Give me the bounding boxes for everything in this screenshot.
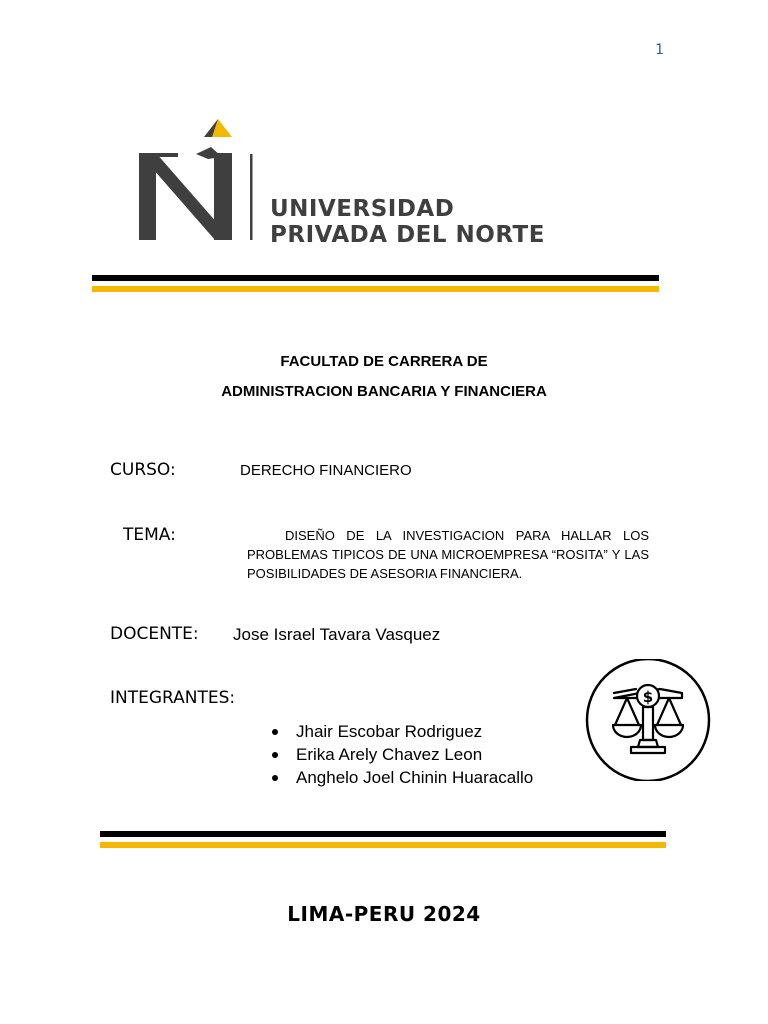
topic-value: DISEÑO DE LA INVESTIGACION PARA HALLAR LOS PROBLEMAS TIPICOS DE UNA MICROEMPRESA “ROSITA” Y LAS POSIBILIDADES DE ASESORIA FINANCIERA.	[247, 528, 649, 581]
list-item: Jhair Escobar Rodriguez	[272, 720, 533, 743]
bottom-divider-black	[100, 831, 666, 837]
top-divider-gold	[92, 286, 659, 292]
n-tilde-icon	[139, 119, 232, 240]
top-divider-black	[92, 275, 659, 281]
logo-separator	[250, 154, 253, 240]
faculty-line1: FACULTAD DE CARRERA DE	[280, 353, 488, 370]
members-label: INTEGRANTES:	[110, 688, 236, 708]
balance-scale-dollar-icon	[584, 659, 712, 781]
teacher-label: DOCENTE:	[110, 624, 199, 644]
course-value: DERECHO FINANCIERO	[240, 462, 412, 479]
teacher-name: Jose Israel Tavara Vasquez	[233, 625, 441, 644]
page-number: 1	[655, 42, 664, 58]
university-name-line2: PRIVADA DEL NORTE	[270, 222, 545, 248]
faculty-line2: ADMINISTRACION BANCARIA Y FINANCIERA	[221, 383, 547, 400]
city-year: LIMA-PERU 2024	[287, 902, 481, 926]
svg-text:$: $	[642, 688, 654, 706]
course-label: CURSO:	[110, 460, 176, 480]
list-item: Erika Arely Chavez Leon	[272, 743, 533, 766]
topic-label: TEMA:	[123, 525, 176, 545]
members-list	[272, 720, 533, 789]
university-name	[270, 196, 545, 248]
university-name-line1: UNIVERSIDAD	[270, 196, 455, 222]
bottom-divider-gold	[100, 842, 666, 848]
list-item: Anghelo Joel Chinin Huaracallo	[272, 766, 533, 789]
